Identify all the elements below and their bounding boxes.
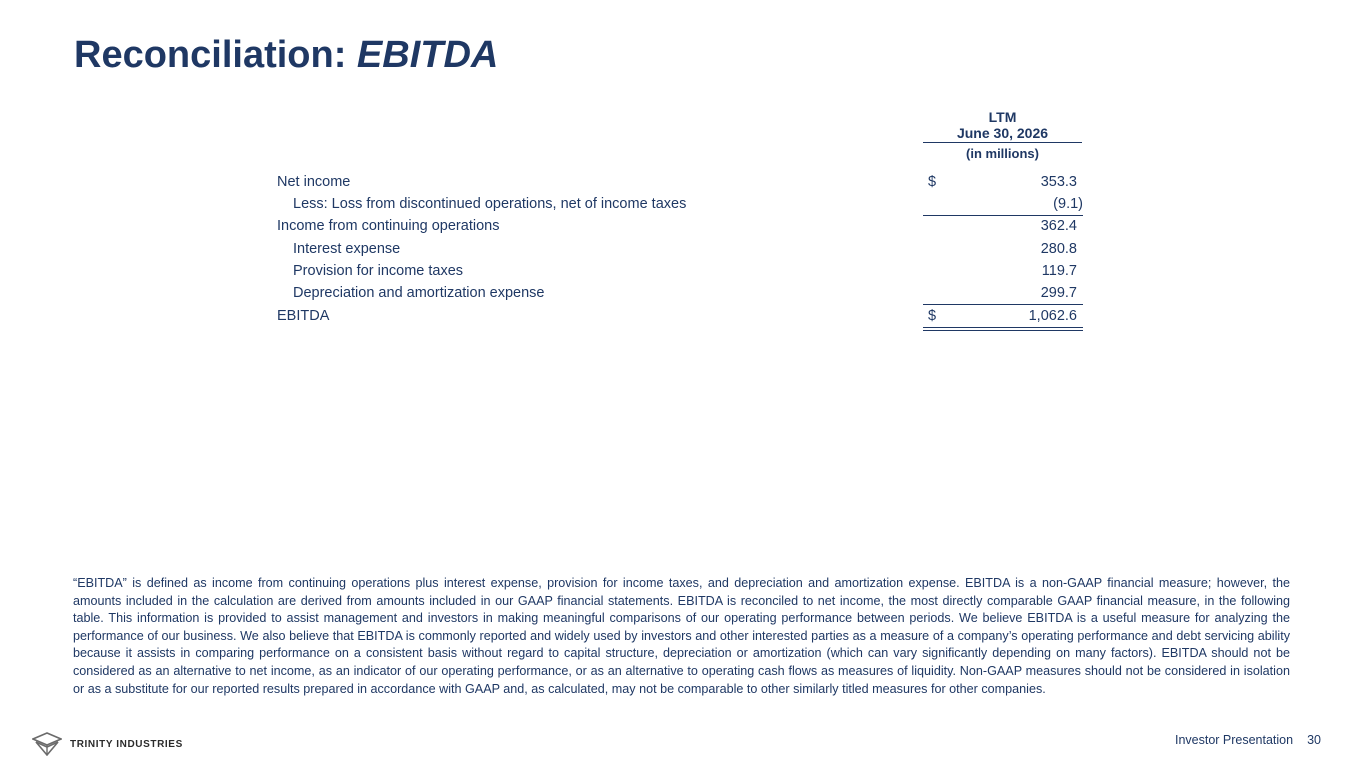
table-row-discontinued-operations xyxy=(277,193,1083,215)
row-currency: $ xyxy=(928,174,937,190)
table-row-net-income xyxy=(277,171,1083,193)
row-value: 353.3 xyxy=(1040,174,1077,190)
row-label: Less: Loss from discontinued operations, net of income taxes xyxy=(293,196,687,212)
row-label: Interest expense xyxy=(293,241,401,257)
footer-info xyxy=(1175,733,1321,747)
company-name: TRINITY INDUSTRIES xyxy=(70,738,183,750)
column-header-date: June 30, 2026 xyxy=(923,125,1082,143)
page-title xyxy=(74,34,498,77)
table-row-continuing-operations xyxy=(277,215,1083,237)
row-label: Income from continuing operations xyxy=(277,218,500,234)
row-label: Provision for income taxes xyxy=(293,263,464,279)
row-value: 299.7 xyxy=(1040,285,1077,301)
column-units: (in millions) xyxy=(966,146,1039,161)
table-row-interest-expense xyxy=(277,238,1083,260)
row-label: Net income xyxy=(277,174,351,190)
row-label: EBITDA xyxy=(277,308,330,324)
row-value: 119.7 xyxy=(1041,263,1077,279)
table-row-depreciation xyxy=(277,282,1083,304)
row-value: 1,062.6 xyxy=(1028,308,1077,324)
row-value: 280.8 xyxy=(1040,241,1077,257)
table-row-income-taxes xyxy=(277,260,1083,282)
row-value: 362.4 xyxy=(1040,218,1077,234)
row-value: (9.1) xyxy=(1053,196,1083,212)
column-header-period: LTM xyxy=(988,109,1017,125)
trinity-logo-icon xyxy=(32,732,62,756)
column-header xyxy=(923,109,1082,143)
ebitda-definition-note: “EBITDA” is defined as income from continuing operations plus interest expense, provision for income taxes, and depreciation and amortization expense. EBITDA is a non-GAAP financial measure; however, the amounts included in the calculation are derived from amounts included in our GAAP financial statements. EBITDA is reconciled to net income, the most directly comparable GAAP financial measure, in the following table. This information is provided to assist management and investors in making meaningful comparisons of our operating performance between periods. We believe EBITDA is a useful measure for analyzing the performance of our business. We also believe that EBITDA is commonly reported and widely used by investors and other interested parties as a measure of a company’s operating performance and debt servicing ability because it assists in comparing performance on a consistent basis without regard to capital structure, depreciation or amortization (which can vary significantly depending on many factors). EBITDA should not be considered as an alternative to net income, as an indicator of our operating performance, or as an alternative to operating cash flows as measures of liquidity. Non-GAAP measures should not be considered in isolation or as a substitute for our reported results prepared in accordance with GAAP and, as calculated, may not be comparable to other similarly titled measures for other companies. xyxy=(73,576,1290,696)
row-currency: $ xyxy=(928,308,937,324)
page-number: 30 xyxy=(1307,733,1321,747)
table-row-ebitda xyxy=(277,305,1083,327)
row-label: Depreciation and amortization expense xyxy=(293,285,545,301)
footer-label: Investor Presentation xyxy=(1174,733,1294,747)
title-main: Reconciliation: xyxy=(74,34,357,76)
company-logo xyxy=(32,731,183,757)
title-emphasis: EBITDA xyxy=(356,34,499,76)
